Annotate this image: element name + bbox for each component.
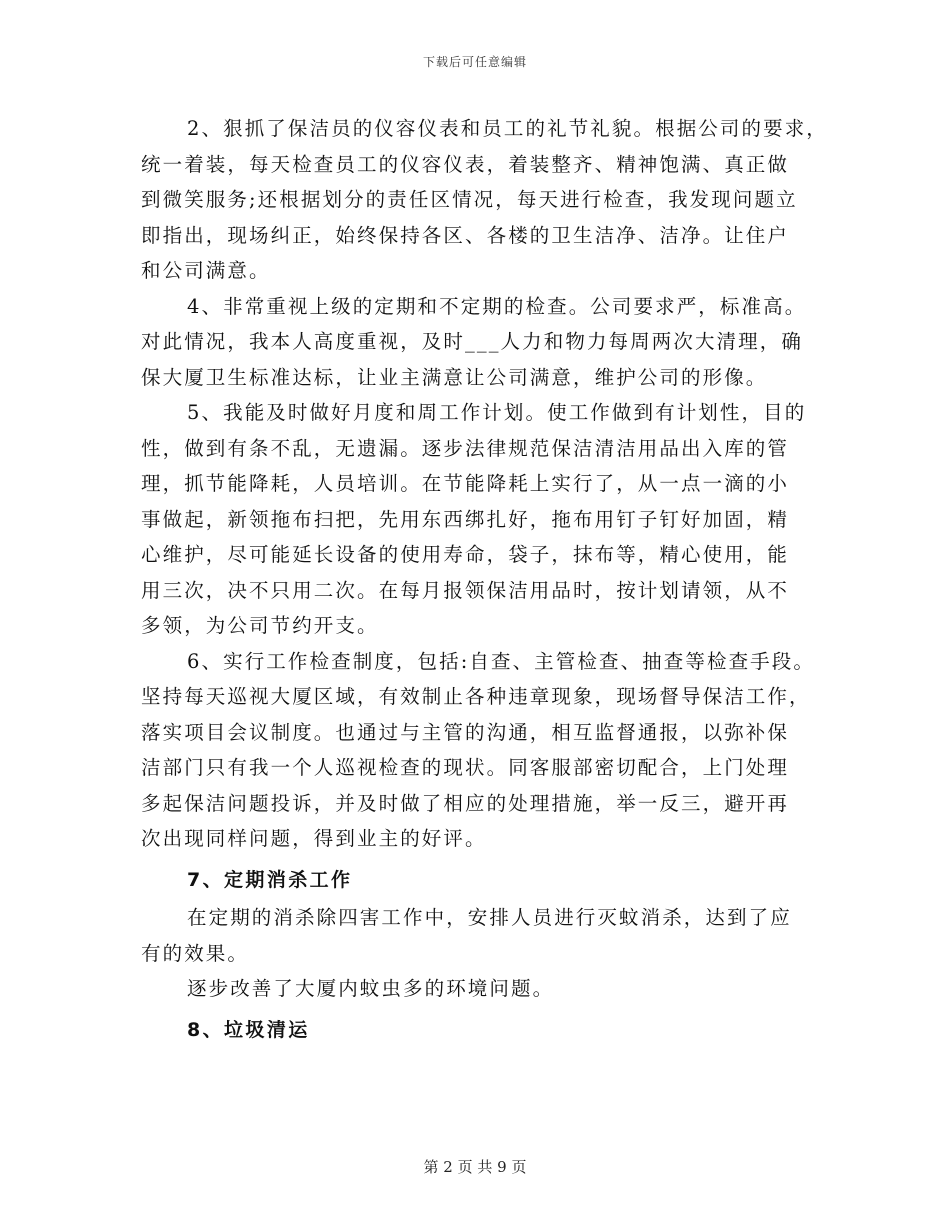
- paragraph-line: 用三次，决不只用二次。在每月报领保洁用品时，按计划请领，从不: [141, 578, 790, 602]
- paragraph-line: 事做起，新领拖布扫把，先用东西绑扎好，拖布用钉子钉好加固，精: [141, 507, 790, 531]
- section-heading: 8、垃圾清运: [187, 1018, 310, 1041]
- paragraph-line: 坚持每天巡视大厦区域，有效制止各种违章现象，现场督导保洁工作，: [141, 685, 811, 708]
- paragraph-line: 有的效果。: [141, 941, 250, 965]
- paragraph-line: 到微笑服务;还根据划分的责任区情况，每天进行检查，我发现问题立: [141, 188, 798, 211]
- paragraph-line: 心维护，尽可能延长设备的使用寿命，袋子，抹布等，精心使用，能: [141, 543, 790, 566]
- paragraph-line: 保大厦卫生标准达标，让业主满意让公司满意，维护公司的形像。: [141, 365, 768, 389]
- paragraph-line: 和公司满意。: [141, 259, 271, 282]
- paragraph-line: 4、非常重视上级的定期和不定期的检查。公司要求严，标准高。: [187, 294, 807, 318]
- paragraph-line: 多领，为公司节约开支。: [141, 614, 379, 637]
- paragraph-line: 多起保洁问题投诉，并及时做了相应的处理措施，举一反三，避开再: [141, 791, 790, 815]
- paragraph-line: 对此情况，我本人高度重视，及时___人力和物力每周两次大清理，确: [141, 330, 803, 353]
- paragraph-line: 次出现同样问题，得到业主的好评。: [141, 827, 487, 850]
- paragraph-line: 即指出，现场纠正，始终保持各区、各楼的卫生洁净、洁净。让住户: [141, 223, 790, 247]
- paragraph-line: 6、实行工作检查制度，包括:自查、主管检查、抽查等检查手段。: [187, 649, 815, 673]
- paragraph-line: 2、狠抓了保洁员的仪容仪表和员工的礼节礼貌。根据公司的要求，: [187, 117, 828, 140]
- paragraph-line: 性，做到有条不乱，无遗漏。逐步法律规范保洁清洁用品出入库的管: [141, 436, 790, 460]
- document-body: [141, 111, 831, 1050]
- paragraph-line: 理，抓节能降耗，人员培训。在节能降耗上实行了，从一点一滴的小: [141, 472, 790, 495]
- page-number: 第 2 页 共 9 页: [423, 1158, 527, 1176]
- paragraph-line: 5、我能及时做好月度和周工作计划。使工作做到有计划性，目的: [187, 401, 807, 424]
- page-header-note: 下载后可任意编辑: [422, 55, 527, 69]
- paragraph-line: 在定期的消杀除四害工作中，安排人员进行灭蚊消杀，达到了应: [187, 906, 792, 929]
- paragraph-line: 统一着装，每天检查员工的仪容仪表，着装整齐、精神饱满、真正做: [141, 152, 790, 176]
- section-heading: 7、定期消杀工作: [187, 868, 353, 891]
- paragraph-line: 洁部门只有我一个人巡视检查的现状。同客服部密切配合，上门处理: [141, 756, 790, 779]
- paragraph-line: 落实项目会议制度。也通过与主管的沟通，相互监督通报，以弥补保: [141, 720, 790, 744]
- paragraph-line: 逐步改善了大厦内蚊虫多的环境问题。: [187, 977, 555, 1000]
